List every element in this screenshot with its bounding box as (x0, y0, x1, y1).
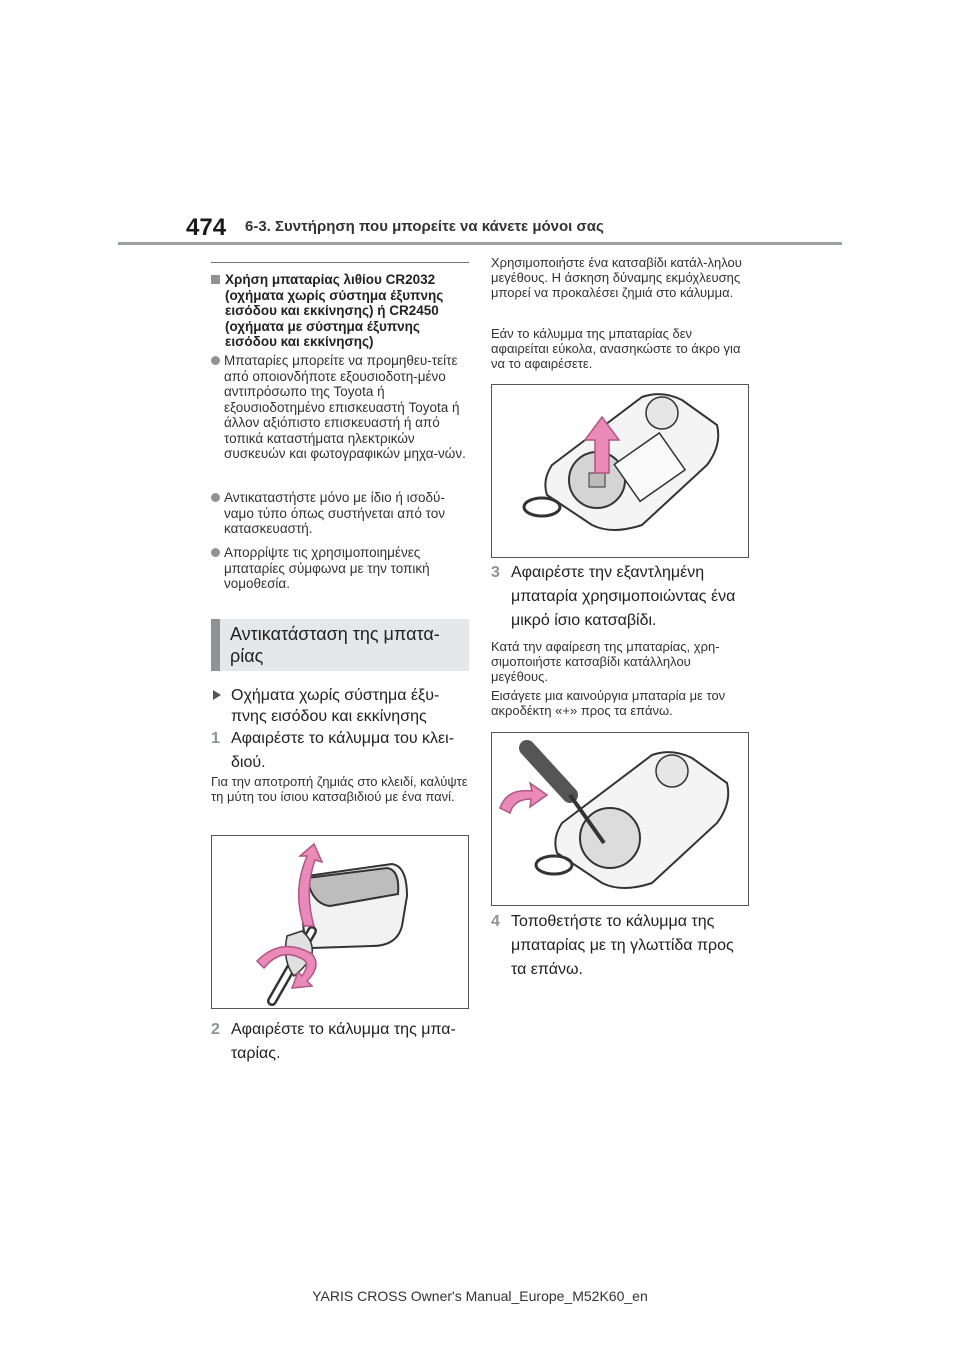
step-text: Αφαιρέστε το κάλυμμα του κλει-διού. (231, 730, 455, 771)
section-heading-text: Αντικατάσταση της μπατα-ρίας (230, 624, 440, 666)
note-text: Εισάγετε μια καινούργια μπαταρία με τον ακροδέκτη «+» προς τα επάνω. (491, 688, 726, 718)
page-number: 474 (186, 214, 227, 241)
battery (580, 808, 640, 868)
chapter-title: 6-3. Συντήρηση που μπορείτε να κάνετε μόνοι σας (245, 218, 604, 235)
note-text: Κατά την αφαίρεση της μπαταρίας, χρη-σιμοποιήστε κατσαβίδι κατάλληλου μεγέθους. (491, 639, 720, 684)
figure-remove-key-cover (211, 835, 469, 1009)
bullet-item (211, 545, 469, 592)
note-text: Για την αποτροπή ζημιάς στο κλειδί, καλύψτε τη μύτη του ίσιου κατσαβιδιού με ένα πανί. (211, 774, 468, 804)
bullet-text: Μπαταρίες μπορείτε να προμηθευ-τείτε από οποιονδήποτε εξουσιοδοτη-μένο αντιπρόσωπο της Toyota ή εξουσιοδοτημένο επισκευαστή Toyota ή άλλον αξιόπιστο επισκευαστή ή από τοπικά καταστήματα ηλεκτρικών συσκευών και φωτογραφικών μηχα-νών. (224, 353, 466, 461)
note-text: Εάν το κάλυμμα της μπαταρίας δεν αφαιρείται εύκολα, ανασηκώστε το άκρο για να το αφαιρέσετε. (491, 326, 741, 371)
step-text: Αφαιρέστε την εξαντλημένη μπαταρία χρησιμοποιώντας ένα μικρό ίσιο κατσαβίδι. (511, 564, 736, 629)
round-bullet-icon (211, 356, 220, 365)
round-bullet-icon (211, 548, 220, 557)
header-rule (118, 242, 842, 245)
subheading-text: Οχήματα χωρίς σύστημα έξυ-πνης εισόδου και εκκίνησης (231, 687, 440, 725)
step-1 (211, 727, 469, 775)
step-4 (491, 910, 749, 982)
section-heading (211, 619, 469, 671)
step-3 (491, 561, 749, 633)
step-number: 4 (491, 913, 500, 930)
step-number: 2 (211, 1021, 220, 1038)
subheading (213, 685, 469, 727)
footer-manual-title: YARIS CROSS Owner's Manual_Europe_M52K60_en (312, 1288, 648, 1304)
step-text: Τοποθετήστε το κάλυμμα της μπαταρίας με τη γλωττίδα προς τα επάνω. (511, 913, 734, 978)
key-ring (536, 856, 572, 874)
step-number: 1 (211, 730, 220, 747)
round-bullet-icon (211, 493, 220, 502)
figure-remove-battery (491, 732, 749, 906)
pink-arrow-rotate-icon (500, 783, 547, 813)
key-case (555, 752, 728, 888)
cover-tab (589, 473, 605, 487)
bullet-item (211, 353, 469, 462)
triangle-marker-icon (213, 690, 221, 700)
button-circle (656, 755, 688, 787)
bullet-text: Απορρίψτε τις χρησιμοποιημένες μπαταρίες σύμφωνα με την τοπική νομοθεσία. (224, 545, 430, 591)
section-heading-bar (211, 619, 220, 671)
square-bullet-icon (211, 275, 220, 284)
step-2 (211, 1018, 469, 1066)
figure-remove-battery-cover (491, 384, 749, 558)
topic-divider (211, 262, 469, 263)
bullet-text: Αντικαταστήστε μόνο με ίδιο ή ισοδύ-ναμο τύπο όπως συστήνεται από τον κατασκευαστή. (224, 490, 446, 536)
note-text: Χρησιμοποιήστε ένα κατσαβίδι κατάλ-ληλου μεγέθους. Η άσκηση δύναμης εκμόχλευσης μπορεί να προκαλέσει ζημιά στο κάλυμμα. (491, 255, 742, 300)
topic-heading-text: Χρήση μπαταρίας λιθίου CR2032 (οχήματα χωρίς σύστημα έξυπνης εισόδου και εκκίνησης) ή CR2450 (οχήματα με σύστημα έξυπνης εισόδου και εκκίνησης) (225, 272, 444, 349)
topic-heading (211, 272, 469, 350)
bullet-item (211, 490, 469, 537)
button-circle (646, 397, 678, 429)
step-number: 3 (491, 564, 500, 581)
key-ring (524, 498, 560, 516)
step-text: Αφαιρέστε το κάλυμμα της μπα-ταρίας. (231, 1021, 456, 1062)
